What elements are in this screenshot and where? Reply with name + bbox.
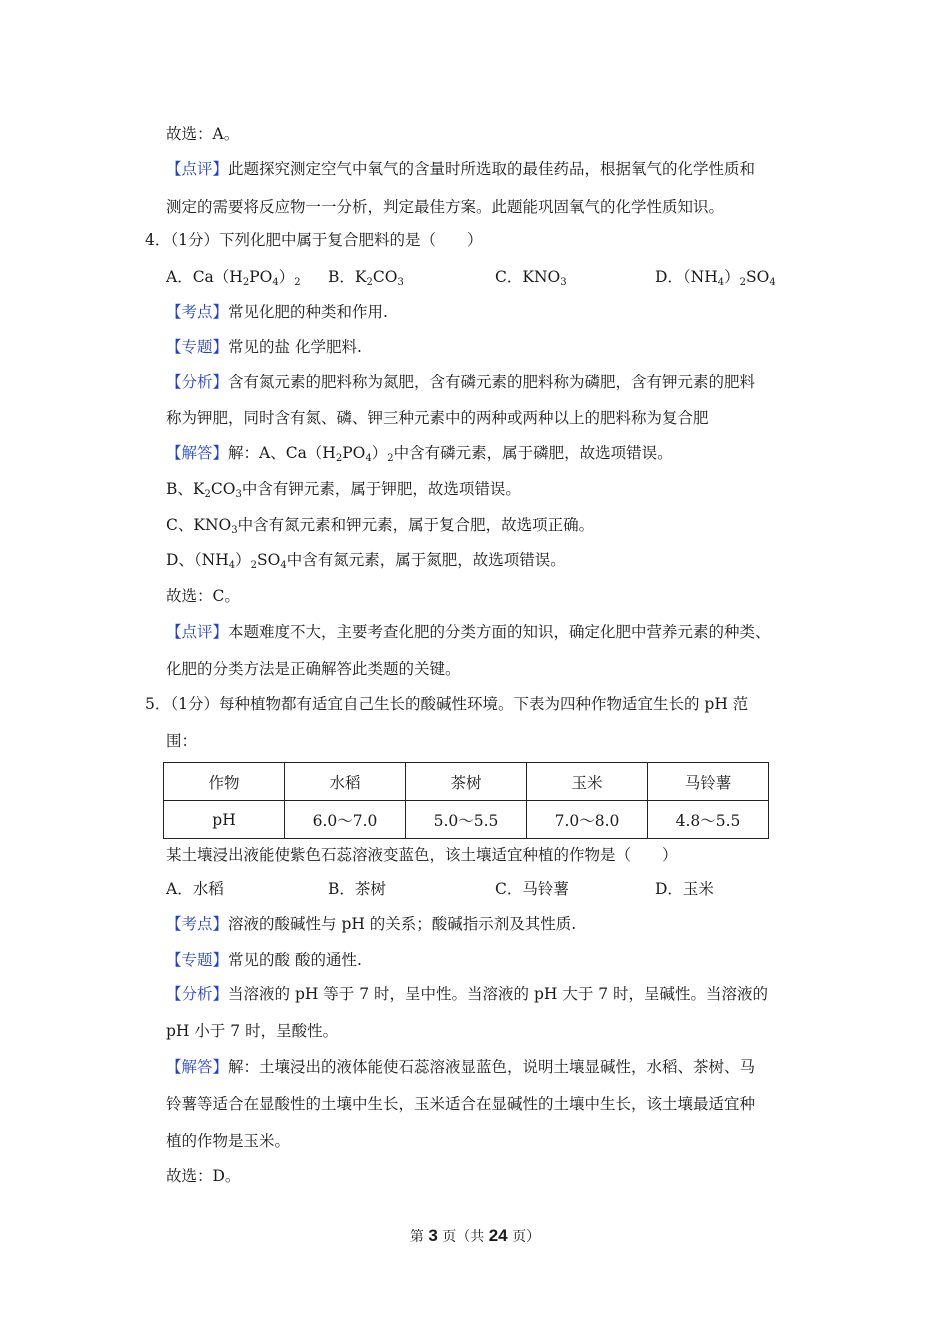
q5-option-b: B．茶树 xyxy=(328,880,386,898)
q4-jieda-a: 【解答】解：A、$Ca(H_2PO_4)_2$中含有磷元素，属于磷肥，故选项错误。 xyxy=(166,444,673,464)
q5-stem-line-1: 5．（1分）每种植物都有适宜自己生长的酸碱性环境。下表为四种作物适宜生长的 pH 范 xyxy=(145,695,749,713)
q4-comment-line-1: 【点评】本题难度不大，主要考查化肥的分类方面的知识，确定化肥中营养元素的种类、 xyxy=(166,623,771,641)
q4-kaodian: 【考点】常见化肥的种类和作用. xyxy=(166,303,388,321)
table-cell: 马铃薯 xyxy=(648,763,769,801)
q4-option-c: C．$KNO_3$ xyxy=(495,268,567,288)
q4-jieda-b: B、$K_2CO_3$中含有钾元素，属于钾肥，故选项错误。 xyxy=(166,480,521,500)
page-footer: 第 3 页（共 24 页） xyxy=(409,1226,541,1245)
q5-jieda-line-3: 植的作物是玉米。 xyxy=(166,1132,291,1150)
q5-stem-line-2: 围： xyxy=(166,732,198,750)
q3-comment-line-2: 测定的需要将反应物一一分析，判定最佳方案。此题能巩固氧气的化学性质知识。 xyxy=(166,198,725,216)
q5-fenxi-line-2: pH 小于 7 时，呈酸性。 xyxy=(166,1022,339,1040)
q5-question: 某土壤浸出液能使紫色石蕊溶液变蓝色，该土壤适宜种植的作物是（ ） xyxy=(166,846,678,864)
table-cell: 作物 xyxy=(164,763,285,801)
q5-zhuanti: 【专题】常见的酸 酸的通性. xyxy=(166,951,362,969)
q5-fenxi-line-1: 【分析】当溶液的 pH 等于 7 时，呈中性。当溶液的 pH 大于 7 时，呈碱性。当溶液的 xyxy=(166,985,769,1003)
table-cell: 6.0～7.0 xyxy=(285,801,406,839)
ph-table xyxy=(163,762,769,839)
q4-jieda-c: C、$KNO_3$中含有氮元素和钾元素，属于复合肥，故选项正确。 xyxy=(166,516,595,536)
q4-zhuanti: 【专题】常见的盐 化学肥料. xyxy=(166,338,362,356)
table-cell: 玉米 xyxy=(527,763,648,801)
table-row xyxy=(164,801,769,839)
q5-option-a: A．水稻 xyxy=(166,880,224,898)
q4-option-b: B．$K_2CO_3$ xyxy=(328,268,404,288)
comment-tag: 【点评】 xyxy=(166,160,229,178)
q4-jieda-d: D、$(NH_4)_2SO_4$中含有氮元素，属于氮肥，故选项错误。 xyxy=(166,551,566,571)
q5-option-d: D．玉米 xyxy=(655,880,714,898)
table-header-row xyxy=(164,763,769,801)
q5-jieda-line-1: 【解答】解：土壤浸出的液体能使石蕊溶液显蓝色，说明土壤显碱性，水稻、茶树、马 xyxy=(166,1058,756,1076)
q4-fenxi-line-1: 【分析】含有氮元素的肥料称为氮肥，含有磷元素的肥料称为磷肥，含有钾元素的肥料 xyxy=(166,373,756,391)
q5-jieda-line-2: 铃薯等适合在显酸性的土壤中生长，玉米适合在显碱性的土壤中生长，该土壤最适宜种 xyxy=(166,1095,756,1113)
q3-choice: 故选：A。 xyxy=(166,125,240,143)
q4-choice: 故选：C。 xyxy=(166,587,240,605)
page-total: 24 xyxy=(488,1226,508,1245)
q4-option-d: D．$(NH_4)_2SO_4$ xyxy=(655,268,776,288)
q4-option-a: A．$Ca(H_2PO_4)_2$ xyxy=(166,268,301,288)
q5-option-c: C．马铃薯 xyxy=(495,880,569,898)
table-cell: 5.0～5.5 xyxy=(406,801,527,839)
q5-choice: 故选：D。 xyxy=(166,1167,241,1185)
table-cell: 茶树 xyxy=(406,763,527,801)
q4-comment-line-2: 化肥的分类方法是正确解答此类题的关键。 xyxy=(166,660,461,678)
table-cell: 7.0～8.0 xyxy=(527,801,648,839)
q5-kaodian: 【考点】溶液的酸碱性与 pH 的关系；酸碱指示剂及其性质. xyxy=(166,915,577,933)
table-cell: pH xyxy=(164,801,285,839)
q4-stem: 4．（1分）下列化肥中属于复合肥料的是（ ） xyxy=(145,231,483,249)
table-cell: 水稻 xyxy=(285,763,406,801)
q3-comment-line-1: 【点评】此题探究测定空气中氧气的含量时所选取的最佳药品，根据氧气的化学性质和 xyxy=(166,160,756,178)
page-number: 3 xyxy=(428,1226,438,1245)
q4-fenxi-line-2: 称为钾肥，同时含有氮、磷、钾三种元素中的两种或两种以上的肥料称为复合肥 xyxy=(166,409,709,427)
table-cell: 4.8～5.5 xyxy=(648,801,769,839)
